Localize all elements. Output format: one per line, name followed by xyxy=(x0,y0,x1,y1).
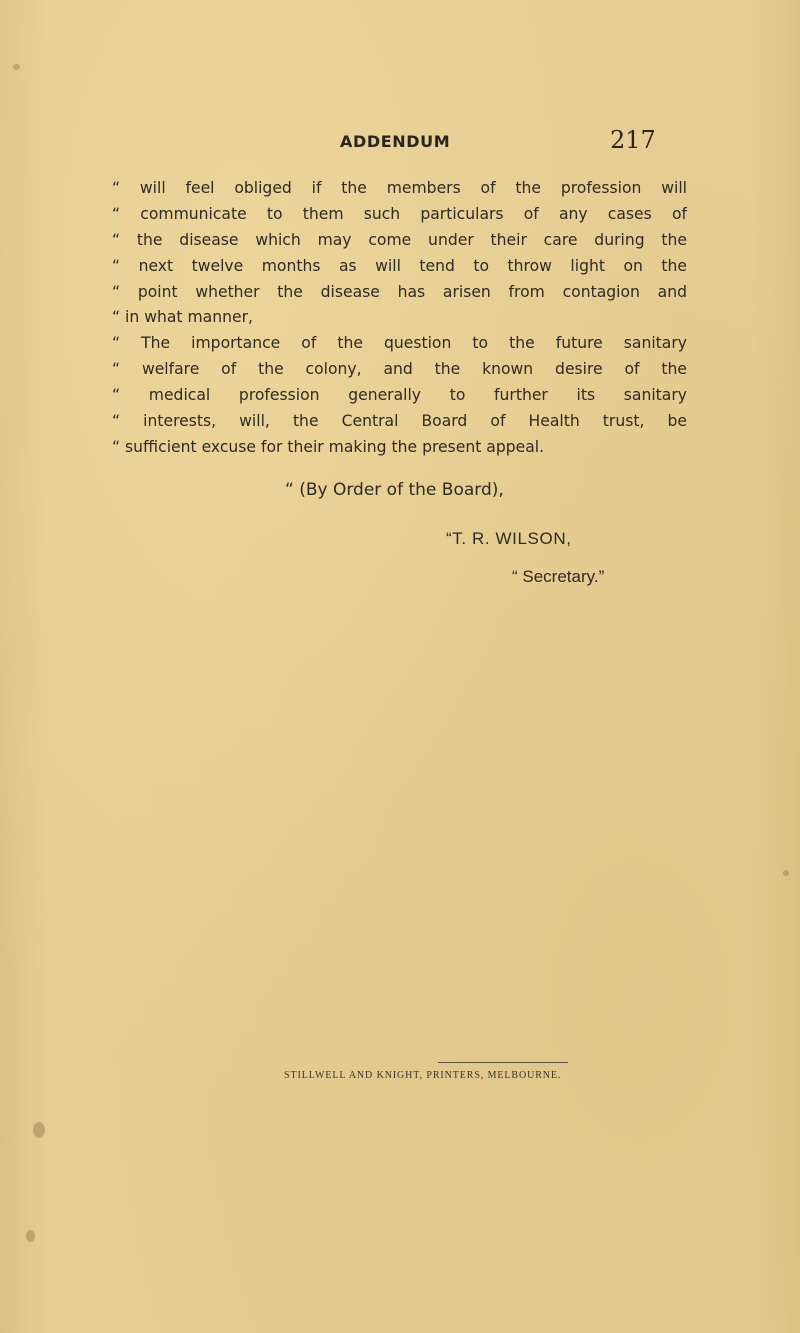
paper-speck xyxy=(33,1122,45,1138)
paper-speck xyxy=(26,1230,35,1242)
text-line: “ will feel obliged if the members of the profession will xyxy=(112,179,687,197)
text-line: “ point whether the disease has arisen from contagion and xyxy=(112,282,687,301)
text-line: “ communicate to them such particulars of any cases of xyxy=(112,204,687,223)
by-order-line: “ (By Order of the Board), xyxy=(285,480,504,500)
body-paragraphs xyxy=(112,176,687,461)
text-line: “ next twelve months as will tend to throw light on the xyxy=(112,256,687,275)
text-line: “ in what manner, xyxy=(112,308,253,327)
text-line: “ welfare of the colony, and the known desire of the xyxy=(112,360,687,379)
text-line: “ sufficient excuse for their making the present appeal. xyxy=(112,437,545,456)
text-line: “ The importance of the question to the future sanitary xyxy=(112,334,687,353)
text-line: “ the disease which may come under their care during the xyxy=(112,230,687,249)
paper-speck xyxy=(783,870,789,876)
imprint-rule xyxy=(438,1062,568,1063)
signatory-name: “T. R. WILSON, xyxy=(446,529,572,548)
page-header xyxy=(0,128,800,162)
signatory-title: “ Secretary.” xyxy=(512,567,605,586)
text-line: “ medical profession generally to further its sanitary xyxy=(112,386,687,405)
text-line: “ interests, will, the Central Board of Health trust, be xyxy=(112,412,687,431)
page-number: 217 xyxy=(610,126,656,154)
printer-imprint: STILLWELL AND KNIGHT, PRINTERS, MELBOURNE. xyxy=(284,1070,562,1081)
running-head: ADDENDUM xyxy=(340,132,451,151)
paper-speck xyxy=(13,64,20,70)
